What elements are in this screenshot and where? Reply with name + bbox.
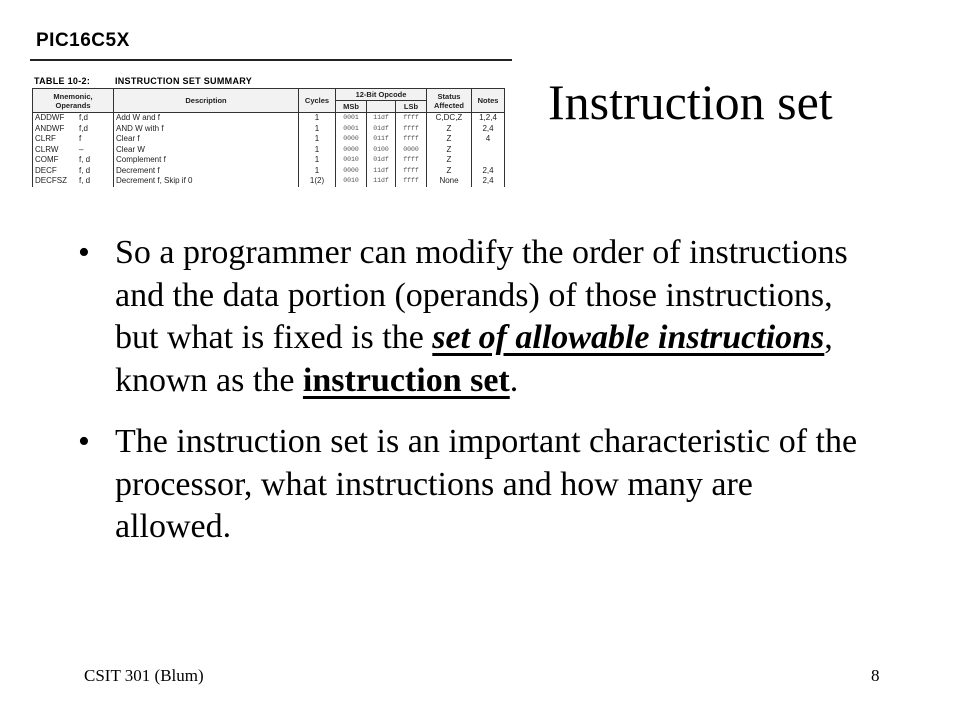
bullet2-text: The instruction set is an important characteristic of the processor, what instructions and how many are allowed.: [115, 423, 858, 545]
slide-title: Instruction set: [548, 74, 833, 130]
cell-mnemonic-name: CLRW: [35, 144, 59, 154]
cell-mnemonic-name: DECF: [35, 165, 57, 175]
cell-status: Z: [427, 145, 472, 156]
bullet-list: [74, 232, 874, 549]
cell-operands: f, d: [79, 155, 91, 164]
cell-opcode-1: 0001: [336, 124, 367, 135]
table-row: [33, 176, 505, 187]
cell-opcode-2: 011f: [367, 134, 396, 145]
datasheet-table-label: TABLE 10-2:: [34, 76, 91, 86]
cell-opcode-1: 0000: [336, 134, 367, 145]
header-opcode: 12-Bit Opcode: [336, 89, 427, 101]
cell-opcode-3: ffff: [396, 176, 427, 187]
cell-notes: 4: [472, 134, 505, 145]
cell-opcode-2: 01df: [367, 155, 396, 166]
datasheet-image: [30, 28, 515, 208]
cell-mnemonic-name: DECFSZ: [35, 176, 67, 185]
header-msb: MSb: [336, 101, 367, 113]
table-row: [33, 166, 505, 177]
header-status: Status Affected: [427, 89, 472, 113]
cell-operands: f,d: [79, 113, 88, 122]
header-lsb: LSb: [396, 101, 427, 113]
cell-mnemonic: [33, 155, 114, 166]
cell-notes: 2,4: [472, 124, 505, 135]
cell-mnemonic-name: CLRF: [35, 134, 56, 143]
cell-mnemonic: [33, 134, 114, 145]
cell-status: Z: [427, 134, 472, 145]
cell-opcode-2: 11df: [367, 176, 396, 187]
cell-opcode-2: 11df: [367, 113, 396, 124]
cell-description: AND W with f: [114, 124, 299, 135]
cell-mnemonic: [33, 124, 114, 135]
cell-mnemonic-name: ANDWF: [35, 123, 65, 133]
cell-description: Complement f: [114, 155, 299, 166]
footer-course: CSIT 301 (Blum): [84, 666, 204, 685]
table-row: [33, 134, 505, 145]
instruction-table-body: [33, 113, 505, 187]
bullet1-emphasis-instruction-set: instruction set: [302, 361, 510, 399]
header-mnemonic: Mnemonic, Operands: [33, 89, 114, 113]
cell-notes: 2,4: [472, 166, 505, 177]
cell-notes: 1,2,4: [472, 113, 505, 124]
cell-opcode-1: 0010: [336, 155, 367, 166]
cell-mnemonic: [33, 145, 114, 156]
cell-status: None: [427, 176, 472, 187]
cell-notes: 2,4: [472, 176, 505, 187]
footer-page-number: 8: [871, 666, 880, 685]
bullet-icon: •: [78, 423, 90, 460]
cell-opcode-3: ffff: [396, 134, 427, 145]
bullet1-text: So a programmer can modify the order of instructions and the data portion (operands) of those instructions, but what is fixed is the: [115, 234, 848, 356]
cell-status: Z: [427, 155, 472, 166]
cell-operands: f, d: [79, 165, 91, 175]
datasheet-table-title: INSTRUCTION SET SUMMARY: [114, 76, 253, 86]
cell-opcode-3: ffff: [396, 113, 427, 124]
bullet-item: [74, 421, 874, 549]
cell-description: Clear f: [114, 134, 299, 145]
header-description: Description: [114, 89, 299, 113]
cell-status: Z: [427, 166, 472, 177]
table-row: [33, 155, 505, 166]
cell-cycles: 1: [299, 166, 336, 177]
cell-operands: f, d: [79, 176, 91, 185]
cell-opcode-3: ffff: [396, 155, 427, 166]
cell-operands: –: [79, 144, 84, 154]
bullet1-text-mid: , known as the: [115, 319, 833, 399]
datasheet-chip-name: PIC16C5X: [36, 30, 130, 51]
datasheet-rule: [30, 59, 512, 61]
instruction-set-table: [32, 88, 505, 187]
cell-opcode-3: ffff: [396, 124, 427, 135]
cell-opcode-1: 0000: [336, 145, 367, 156]
cell-opcode-2: 01df: [367, 124, 396, 135]
cell-mnemonic: [33, 166, 114, 177]
header-notes: Notes: [472, 89, 505, 113]
bullet1-text-end: .: [509, 361, 519, 399]
cell-mnemonic-name: COMF: [35, 155, 59, 164]
cell-description: Add W and f: [114, 113, 299, 124]
cell-opcode-1: 0010: [336, 176, 367, 187]
cell-cycles: 1: [299, 145, 336, 156]
cell-mnemonic-name: ADDWF: [35, 113, 65, 122]
cell-notes: [472, 145, 505, 156]
table-row: [33, 145, 505, 156]
cell-opcode-3: 0000: [396, 145, 427, 156]
cell-description: Decrement f: [114, 166, 299, 177]
cell-cycles: 1: [299, 155, 336, 166]
cell-mnemonic: [33, 113, 114, 124]
cell-operands: f,d: [79, 123, 88, 133]
cell-opcode-1: 0000: [336, 166, 367, 177]
table-row: [33, 124, 505, 135]
cell-opcode-2: 11df: [367, 166, 396, 177]
table-row: [33, 113, 505, 124]
cell-notes: [472, 155, 505, 166]
cell-cycles: 1(2): [299, 176, 336, 187]
cell-opcode-2: 0100: [367, 145, 396, 156]
cell-cycles: 1: [299, 134, 336, 145]
cell-operands: f: [79, 134, 82, 143]
datasheet-table-caption: [34, 76, 252, 86]
cell-opcode-1: 0001: [336, 113, 367, 124]
cell-description: Clear W: [114, 145, 299, 156]
cell-mnemonic: [33, 176, 114, 187]
bullet-item: [74, 232, 874, 402]
cell-cycles: 1: [299, 113, 336, 124]
bullet-icon: •: [78, 234, 90, 271]
cell-description: Decrement f, Skip if 0: [114, 176, 299, 187]
cell-cycles: 1: [299, 124, 336, 135]
cell-status: Z: [427, 124, 472, 135]
bullet1-emphasis-allowable: set of allowable instructions: [432, 319, 825, 356]
cell-opcode-3: ffff: [396, 166, 427, 177]
header-cycles: Cycles: [299, 89, 336, 113]
cell-status: C,DC,Z: [427, 113, 472, 124]
